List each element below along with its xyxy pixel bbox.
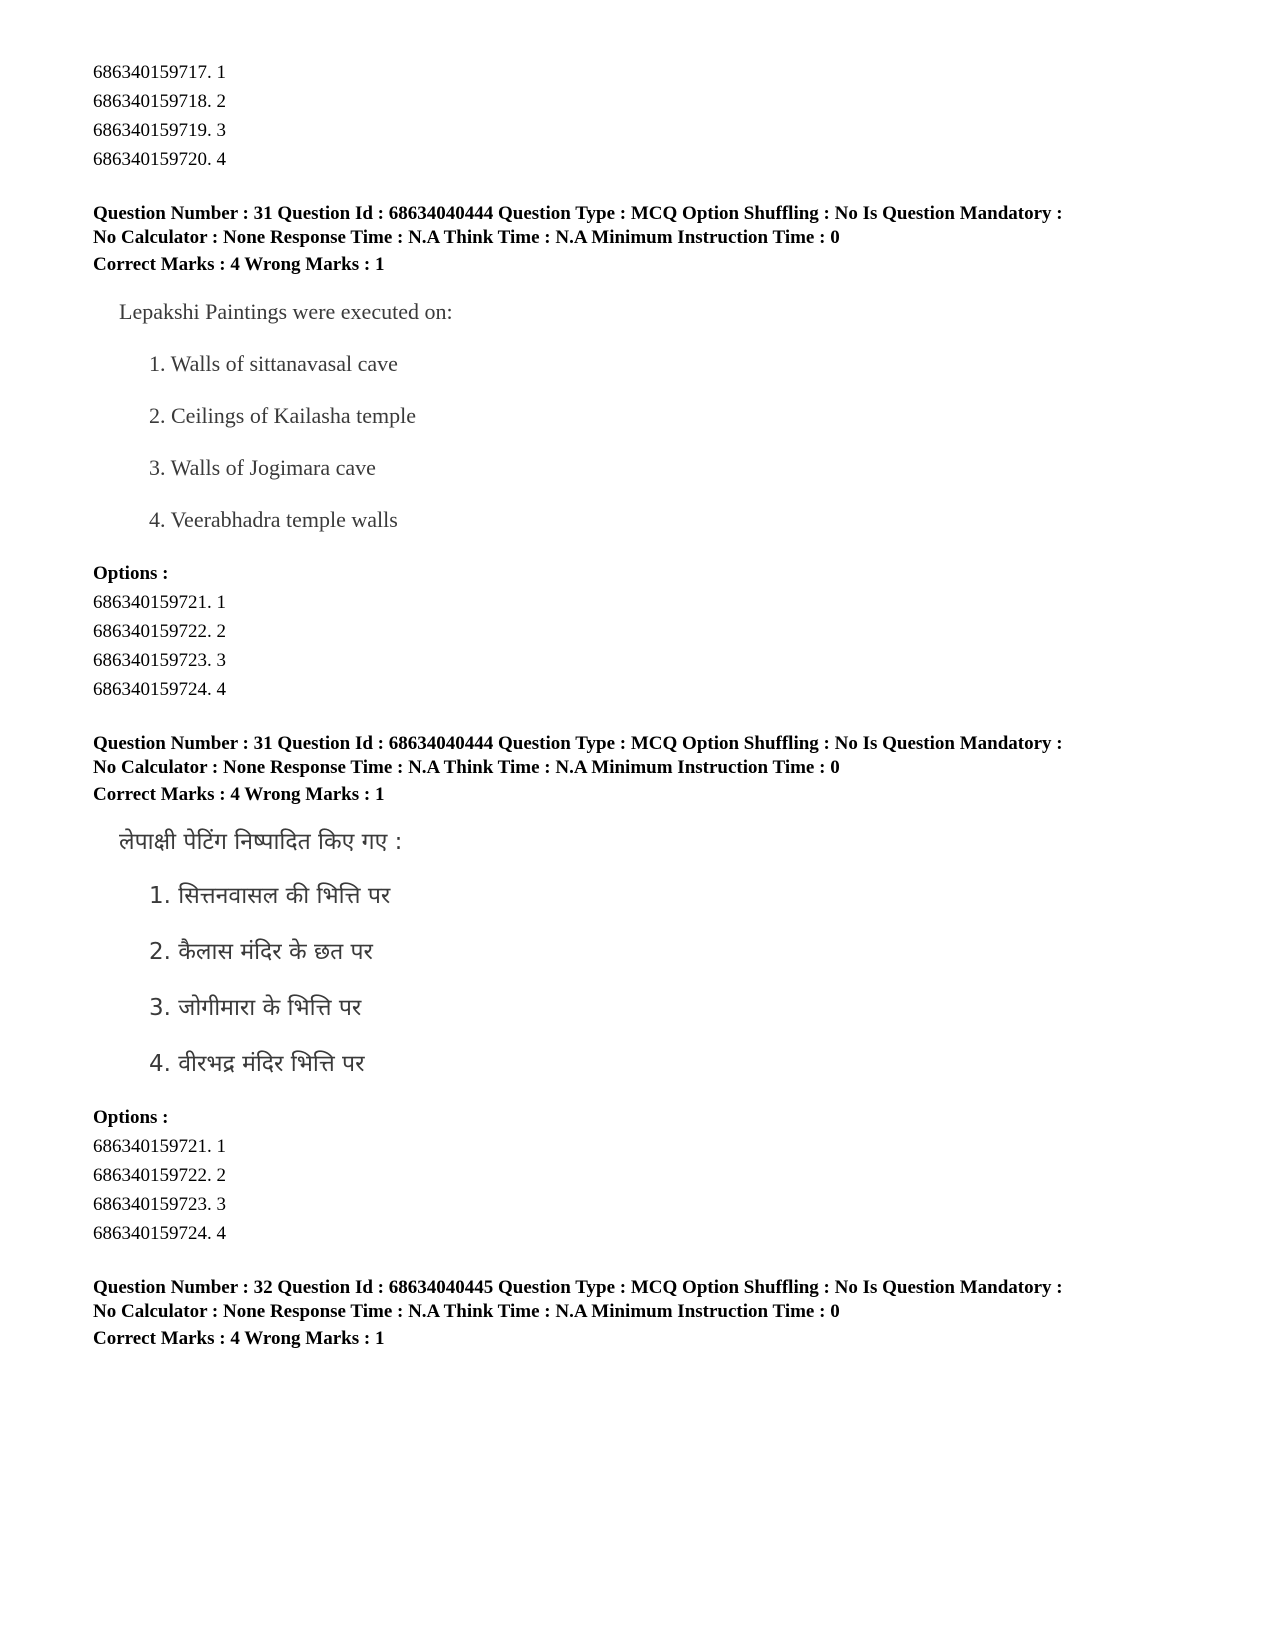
question-meta <box>93 732 1193 780</box>
document-page <box>93 58 1193 1353</box>
choice-item: 4. वीरभद्र मंदिर भित्ति पर <box>149 1051 365 1077</box>
prev-options-list <box>93 58 1193 174</box>
option-line: 686340159717. 1 <box>93 62 226 83</box>
option-line: 686340159719. 3 <box>93 120 226 141</box>
question-stem: लेपाक्षी पेटिंग निष्पादित किए गए : <box>119 829 403 855</box>
question-content <box>93 297 1193 535</box>
option-line: 686340159724. 4 <box>93 679 226 700</box>
question-meta-line: Question Number : 31 Question Id : 68634040444 Question Type : MCQ Option Shuffling : No Is Question Mandatory : <box>93 203 1063 224</box>
question-meta-line: Question Number : 32 Question Id : 68634040445 Question Type : MCQ Option Shuffling : No Is Question Mandatory : <box>93 1277 1063 1298</box>
option-line: 686340159721. 1 <box>93 1136 226 1157</box>
option-line: 686340159723. 3 <box>93 650 226 671</box>
choice-item: 1. Walls of sittanavasal cave <box>149 351 398 376</box>
question-content <box>93 827 1193 1079</box>
question-stem: Lepakshi Paintings were executed on: <box>119 299 453 324</box>
question-marks: Correct Marks : 4 Wrong Marks : 1 <box>93 1328 385 1349</box>
choice-item: 1. सित्तनवासल की भित्ति पर <box>149 883 391 909</box>
question-marks: Correct Marks : 4 Wrong Marks : 1 <box>93 784 385 805</box>
question-meta-line: Question Number : 31 Question Id : 68634040444 Question Type : MCQ Option Shuffling : No Is Question Mandatory : <box>93 733 1063 754</box>
option-line: 686340159722. 2 <box>93 1165 226 1186</box>
question-marks: Correct Marks : 4 Wrong Marks : 1 <box>93 254 385 275</box>
choice-item: 2. कैलास मंदिर के छत पर <box>149 939 373 965</box>
question-meta <box>93 202 1193 250</box>
choice-item: 4. Veerabhadra temple walls <box>149 507 398 532</box>
question-meta-line: No Calculator : None Response Time : N.A Think Time : N.A Minimum Instruction Time : 0 <box>93 227 840 248</box>
option-line: 686340159722. 2 <box>93 621 226 642</box>
option-line: 686340159723. 3 <box>93 1194 226 1215</box>
options-label: Options : <box>93 1107 169 1128</box>
question-meta <box>93 1276 1193 1324</box>
choice-item: 2. Ceilings of Kailasha temple <box>149 403 416 428</box>
question-block <box>93 1276 1193 1353</box>
question-meta-line: No Calculator : None Response Time : N.A Think Time : N.A Minimum Instruction Time : 0 <box>93 1301 840 1322</box>
option-line: 686340159724. 4 <box>93 1223 226 1244</box>
question-choices <box>93 349 1193 535</box>
question-block <box>93 732 1193 1248</box>
option-line: 686340159718. 2 <box>93 91 226 112</box>
options-list <box>93 1132 1193 1248</box>
options-label: Options : <box>93 563 169 584</box>
choice-item: 3. जोगीमारा के भित्ति पर <box>149 995 362 1021</box>
question-meta-line: No Calculator : None Response Time : N.A Think Time : N.A Minimum Instruction Time : 0 <box>93 757 840 778</box>
option-line: 686340159721. 1 <box>93 592 226 613</box>
options-list <box>93 588 1193 704</box>
question-block <box>93 202 1193 704</box>
choice-item: 3. Walls of Jogimara cave <box>149 455 376 480</box>
question-choices <box>93 881 1193 1079</box>
option-line: 686340159720. 4 <box>93 149 226 170</box>
